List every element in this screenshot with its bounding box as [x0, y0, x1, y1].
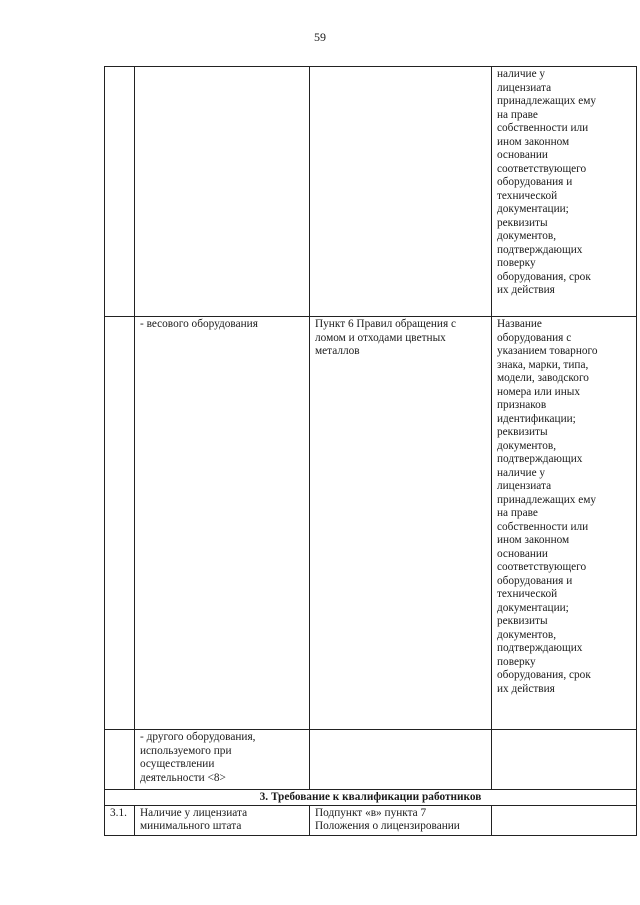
section-header-row: [105, 790, 637, 806]
documents-cell: наличие у лицензиата принадлежащих ему на праве собственности или ином законном основании соответствующего оборудования и технической документации; реквизиты документов, подтверждающих поверку оборудования, срок их действия: [492, 67, 637, 317]
table-row: [105, 317, 637, 730]
row-number-cell: 3.1.: [105, 805, 135, 835]
table-row: [105, 67, 637, 317]
basis-cell: [310, 730, 492, 790]
requirements-table: [104, 66, 637, 836]
item-cell: [135, 67, 310, 317]
row-number-cell: [105, 317, 135, 730]
documents-cell: Название оборудования с указанием товарного знака, марки, типа, модели, заводского номера или иных признаков идентификации; реквизиты документов, подтверждающих наличие у лицензиата принадлежащих ему на праве собственности или ином законном основании соответствующего оборудования и технической документации; реквизиты документов, подтверждающих поверку оборудования, срок их действия: [492, 317, 637, 730]
row-number-cell: [105, 67, 135, 317]
basis-cell: [310, 67, 492, 317]
basis-cell: Подпункт «в» пункта 7 Положения о лицензировании: [310, 805, 492, 835]
row-number-cell: [105, 730, 135, 790]
documents-cell: [492, 730, 637, 790]
basis-cell: Пункт 6 Правил обращения с ломом и отходами цветных металлов: [310, 317, 492, 730]
item-cell: - весового оборудования: [135, 317, 310, 730]
table-row: [105, 730, 637, 790]
page-number: 59: [314, 30, 326, 44]
item-cell: Наличие у лицензиата минимального штата: [135, 805, 310, 835]
item-cell: - другого оборудования, используемого при осуществлении деятельности <8>: [135, 730, 310, 790]
table-row: [105, 805, 637, 835]
section-title: 3. Требование к квалификации работников: [105, 790, 637, 806]
documents-cell: [492, 805, 637, 835]
